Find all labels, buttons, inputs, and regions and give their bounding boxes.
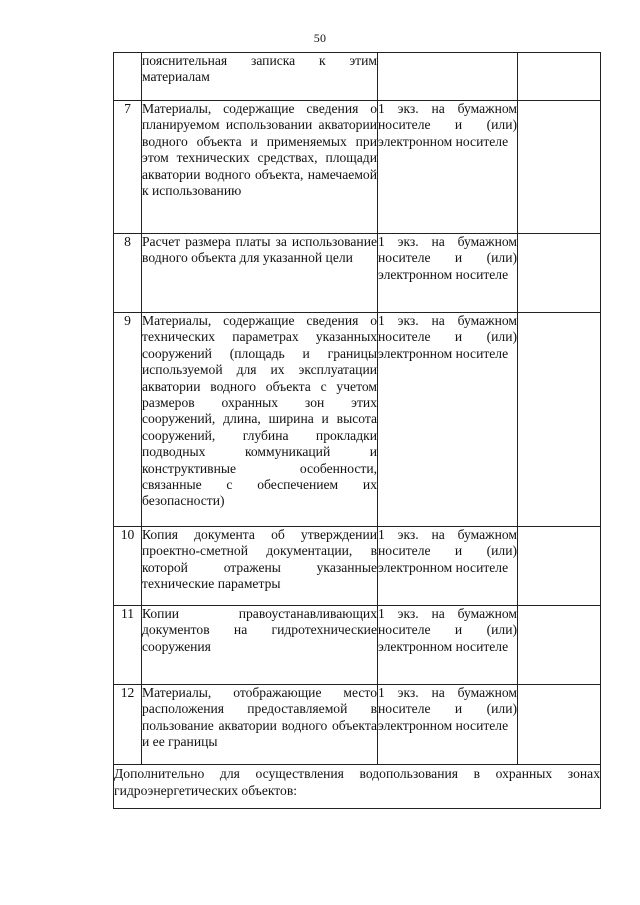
table-row — [114, 527, 601, 606]
row-copies — [378, 53, 518, 101]
row-copies: 1 экз. на бумажном носителе и (или) электронном носителе — [378, 234, 518, 313]
table-row — [114, 313, 601, 527]
row-number — [114, 53, 142, 101]
row-number: 8 — [114, 234, 142, 313]
table-row — [114, 685, 601, 765]
row-description: пояснительная записка к этим материалам — [142, 53, 378, 101]
row-number: 7 — [114, 101, 142, 234]
row-copies: 1 экз. на бумажном носителе и (или) электронном носителе — [378, 527, 518, 606]
row-description: Расчет размера платы за использование водного объекта для указанной цели — [142, 234, 378, 313]
table-footer-text: Дополнительно для осуществления водопользования в охранных зонах гидроэнергетических объектов: — [114, 765, 601, 809]
row-description: Копии правоустанавливающих документов на гидротехнические сооружения — [142, 606, 378, 685]
row-copies: 1 экз. на бумажном носителе и (или) электронном носителе — [378, 101, 518, 234]
row-empty-cell — [518, 606, 601, 685]
row-empty-cell — [518, 53, 601, 101]
row-number: 9 — [114, 313, 142, 527]
table-footer-row — [114, 765, 601, 809]
page-number: 50 — [313, 31, 327, 45]
row-empty-cell — [518, 234, 601, 313]
documents-table — [113, 52, 601, 809]
row-empty-cell — [518, 101, 601, 234]
row-description: Материалы, содержащие сведения о технических параметрах указанных сооружений (площадь и границы используемой для их эксплуатации акватории водного объекта с учетом размеров охранных зон этих сооружений, длина, ширина и высота сооружений, глубина прокладки подводных коммуникаций и конструктивные особенности, связанные с обеспечением их безопасности) — [142, 313, 378, 527]
row-empty-cell — [518, 313, 601, 527]
row-copies: 1 экз. на бумажном носителе и (или) электронном носителе — [378, 685, 518, 765]
row-number: 10 — [114, 527, 142, 606]
row-copies: 1 экз. на бумажном носителе и (или) электронном носителе — [378, 606, 518, 685]
row-description: Материалы, содержащие сведения о планируемом использовании акватории водного объекта и применяемых при этом технических средствах, площади акватории водного объекта, намечаемой к использованию — [142, 101, 378, 234]
table-row — [114, 53, 601, 101]
row-copies: 1 экз. на бумажном носителе и (или) электронном носителе — [378, 313, 518, 527]
table-row — [114, 101, 601, 234]
table-row — [114, 234, 601, 313]
row-number: 11 — [114, 606, 142, 685]
row-description: Копия документа об утверждении проектно-сметной документации, в которой отражены указанные технические параметры — [142, 527, 378, 606]
row-description: Материалы, отображающие место расположения предоставляемой в пользование акватории водного объекта и ее границы — [142, 685, 378, 765]
row-empty-cell — [518, 685, 601, 765]
row-empty-cell — [518, 527, 601, 606]
table-row — [114, 606, 601, 685]
row-number: 12 — [114, 685, 142, 765]
